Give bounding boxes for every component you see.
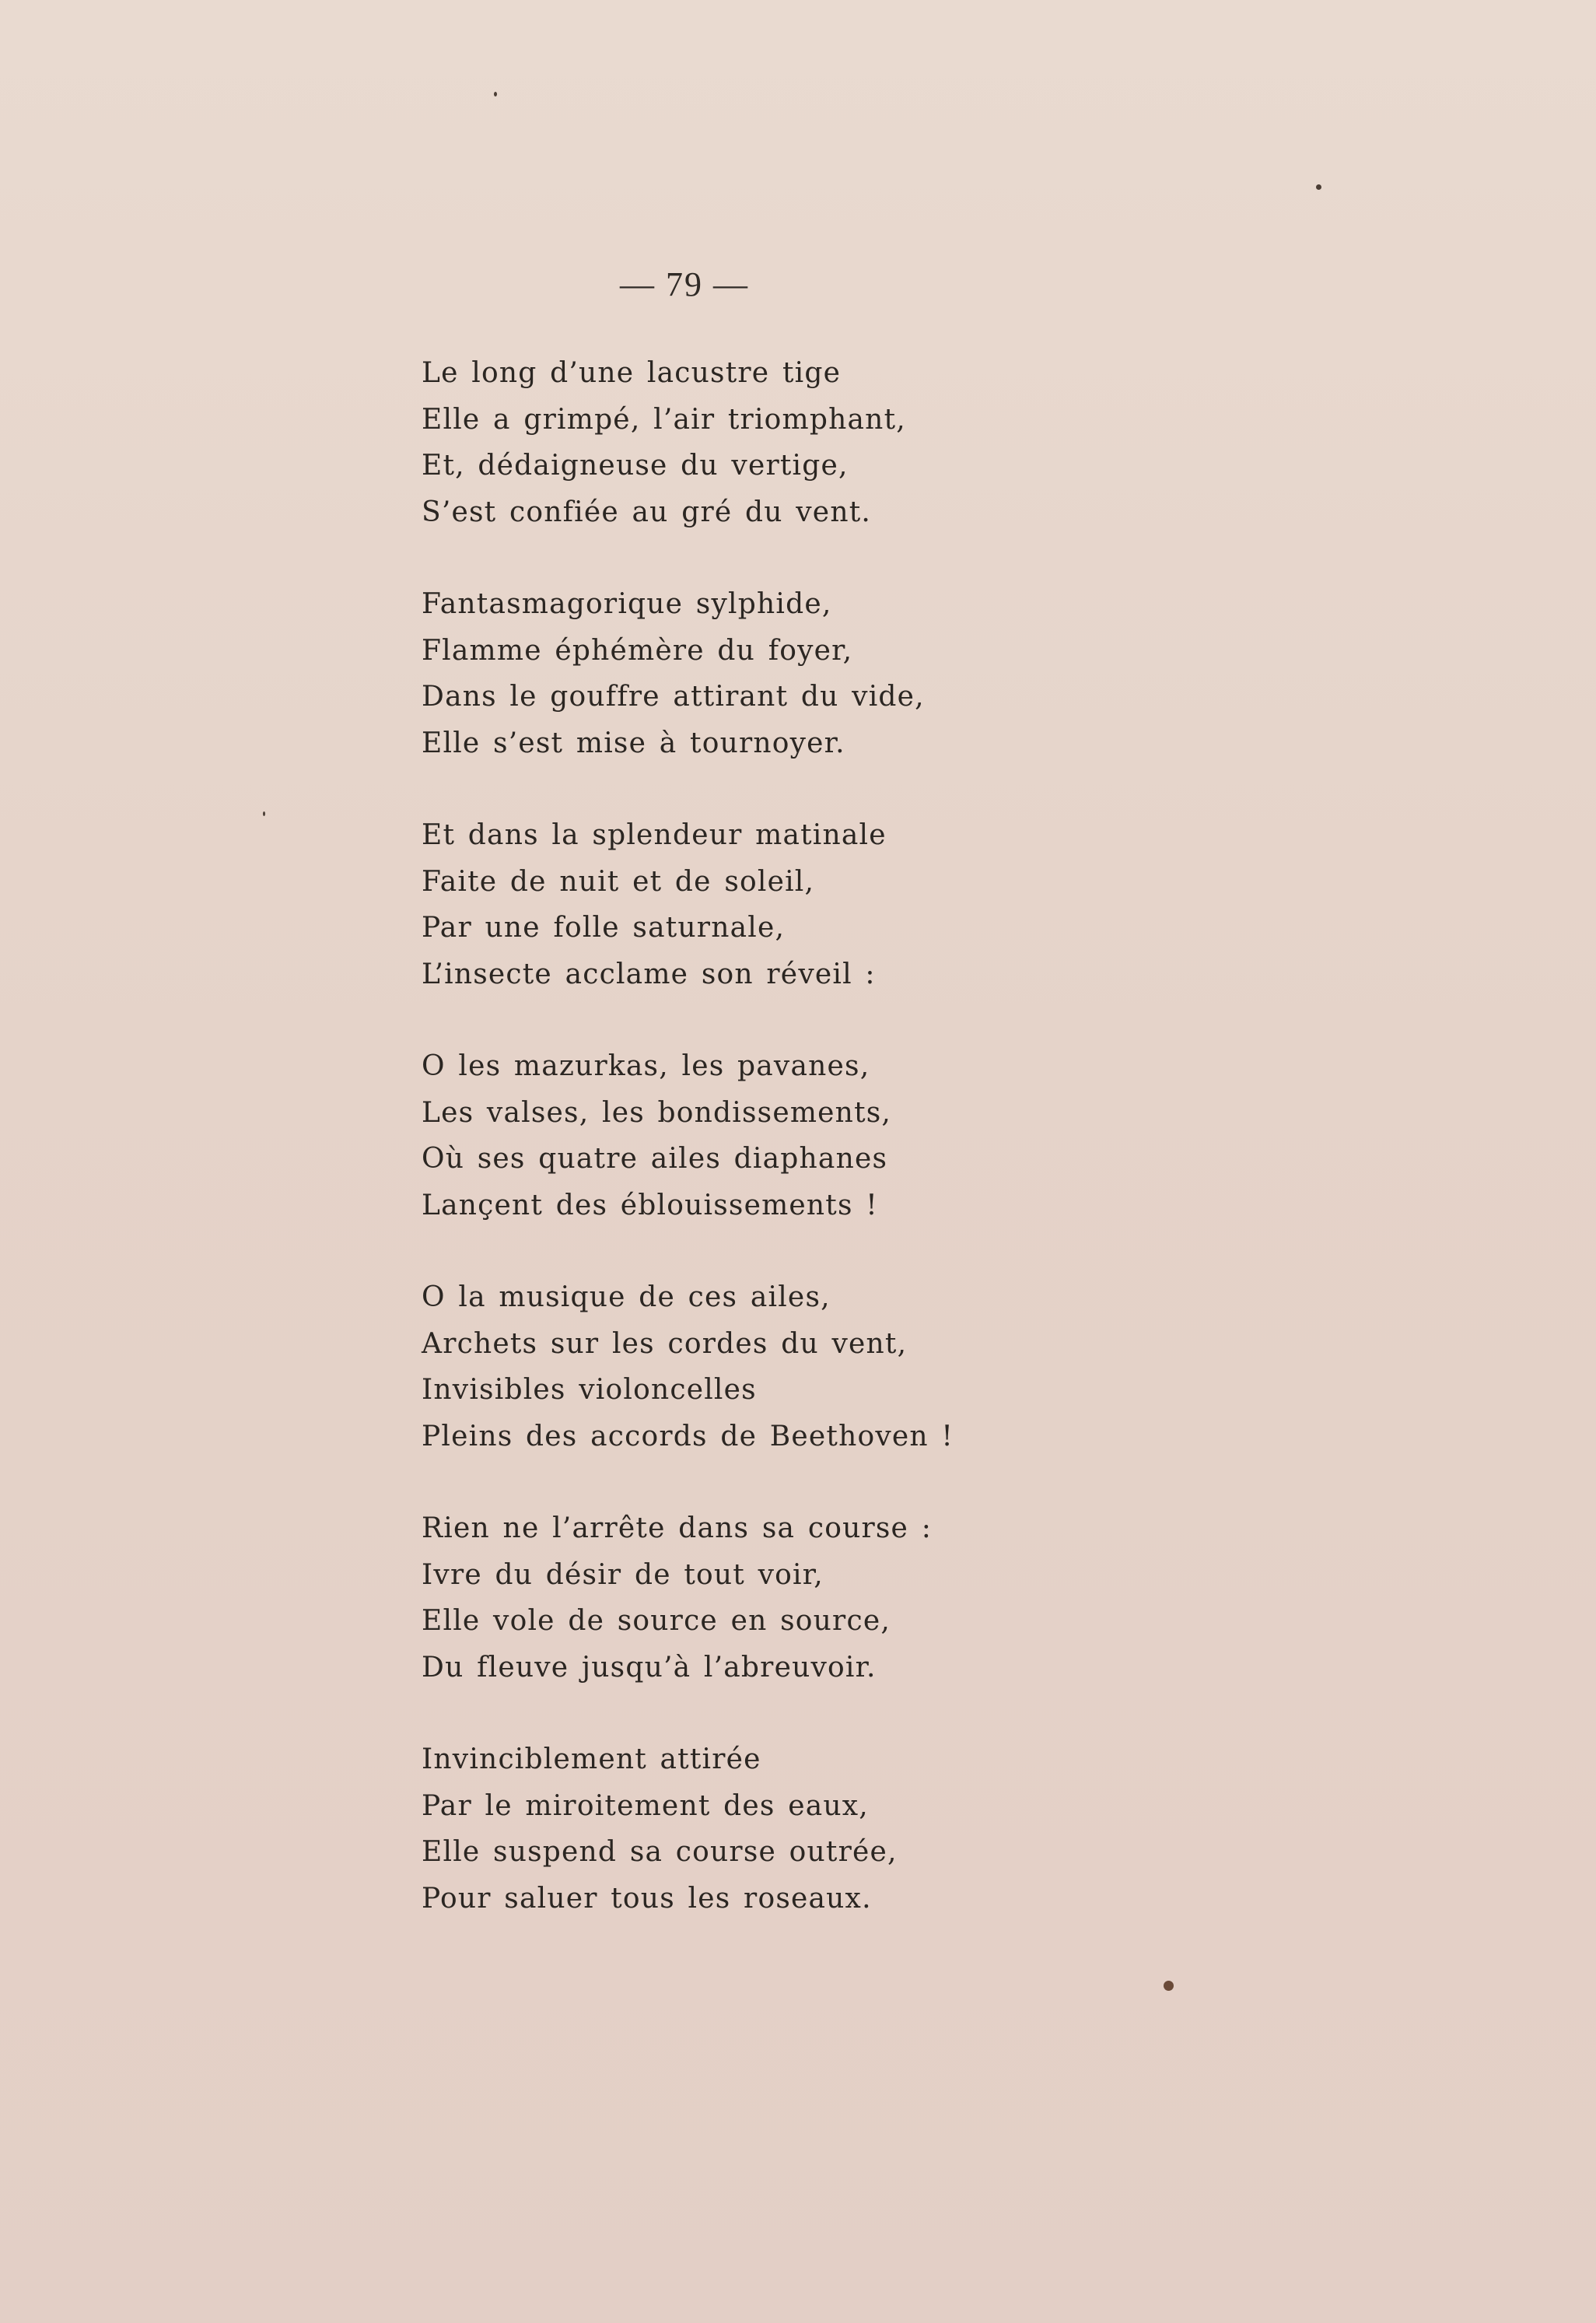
paper-speck: [1164, 1981, 1174, 1991]
verse-line: Elle vole de source en source,: [422, 1605, 891, 1637]
verse-line: Le long d’une lacustre tige: [422, 357, 842, 389]
verse-line: Pour saluer tous les roseaux.: [422, 1882, 872, 1915]
verse-line: Elle s’est mise à tournoyer.: [422, 727, 845, 759]
verse-line: Elle suspend sa course outrée,: [422, 1836, 898, 1868]
verse-line: Pleins des accords de Beethoven !: [422, 1420, 954, 1452]
verse-line: S’est confiée au gré du vent.: [422, 496, 872, 528]
stanza-7: [422, 1736, 1277, 1922]
verse-line: Par le miroitement des eaux,: [422, 1789, 869, 1822]
stanza-6: [422, 1505, 1277, 1691]
verse-line: O les mazurkas, les pavanes,: [422, 1050, 870, 1082]
page-number: — 79 —: [620, 265, 749, 303]
verse-line: L’insecte acclame son réveil :: [422, 958, 876, 990]
paper-speck: [1316, 184, 1321, 190]
verse-line: Fantasmagorique sylphide,: [422, 588, 832, 620]
verse-line: Ivre du désir de tout voir,: [422, 1558, 824, 1591]
verse-line: Dans le gouffre attirant du vide,: [422, 681, 925, 713]
verse-line: Du fleuve jusqu’à l’abreuvoir.: [422, 1651, 877, 1684]
stanza-3: [422, 812, 1277, 997]
poem: [422, 350, 1277, 1967]
verse-line: Les valses, les bondissements,: [422, 1096, 892, 1129]
verse-line: Et, dédaigneuse du vertige,: [422, 450, 849, 482]
verse-line: O la musique de ces ailes,: [422, 1281, 831, 1313]
verse-line: Par une folle saturnale,: [422, 912, 786, 944]
verse-line: Invisibles violoncelles: [422, 1374, 757, 1406]
verse-line: Où ses quatre ailes diaphanes: [422, 1143, 888, 1175]
verse-line: Invinciblement attirée: [422, 1743, 761, 1775]
stanza-2: [422, 581, 1277, 766]
verse-line: Et dans la splendeur matinale: [422, 819, 887, 851]
verse-line: Flamme éphémère du foyer,: [422, 634, 853, 667]
stanza-1: [422, 350, 1277, 535]
verse-line: Archets sur les cordes du vent,: [422, 1327, 908, 1360]
verse-line: Elle a grimpé, l’air triomphant,: [422, 403, 906, 436]
paper-speck: [263, 811, 265, 816]
verse-line: Rien ne l’arrête dans sa course :: [422, 1512, 933, 1544]
stanza-4: [422, 1043, 1277, 1228]
verse-line: Faite de nuit et de soleil,: [422, 865, 815, 898]
paper-speck: [494, 92, 497, 96]
stanza-5: [422, 1274, 1277, 1459]
verse-line: Lançent des éblouissements !: [422, 1189, 878, 1221]
